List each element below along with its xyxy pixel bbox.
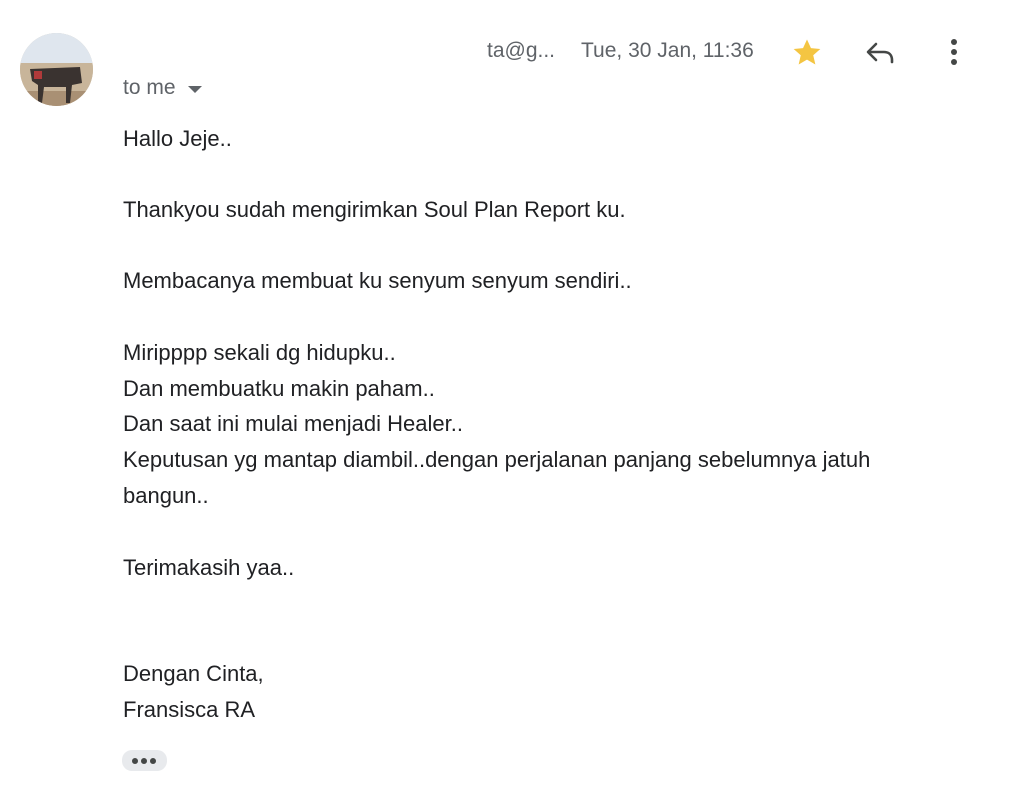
message-closing: Dengan Cinta, bbox=[123, 661, 264, 686]
message-line: bangun.. bbox=[123, 483, 209, 508]
message-line: Miripppp sekali dg hidupku.. bbox=[123, 340, 396, 365]
message-date: Tue, 30 Jan, 11:36 bbox=[581, 39, 754, 62]
message-line: Thankyou sudah mengirimkan Soul Plan Report ku. bbox=[123, 197, 626, 222]
show-trimmed-content-button[interactable] bbox=[122, 750, 167, 771]
recipient-label: to me bbox=[123, 76, 176, 99]
message-signature: Fransisca RA bbox=[123, 697, 256, 722]
more-vert-icon[interactable] bbox=[940, 36, 968, 68]
message-line: Dan saat ini mulai menjadi Healer.. bbox=[123, 411, 463, 436]
message-line: Membacanya membuat ku senyum senyum sendiri.. bbox=[123, 268, 632, 293]
chevron-down-icon[interactable] bbox=[188, 86, 202, 93]
recipient-details[interactable] bbox=[123, 76, 202, 100]
message-line: Dan membuatku makin paham.. bbox=[123, 376, 435, 401]
message-greeting: Hallo Jeje.. bbox=[123, 126, 232, 151]
message-line: Keputusan yg mantap diambil..dengan perjalanan panjang sebelumnya jatuh bbox=[123, 447, 871, 472]
message-line: Terimakasih yaa.. bbox=[123, 555, 295, 580]
star-icon[interactable] bbox=[790, 36, 824, 70]
sender-avatar[interactable] bbox=[20, 33, 93, 106]
reply-icon[interactable] bbox=[864, 38, 896, 68]
sender-email: ta@g... bbox=[487, 39, 556, 62]
